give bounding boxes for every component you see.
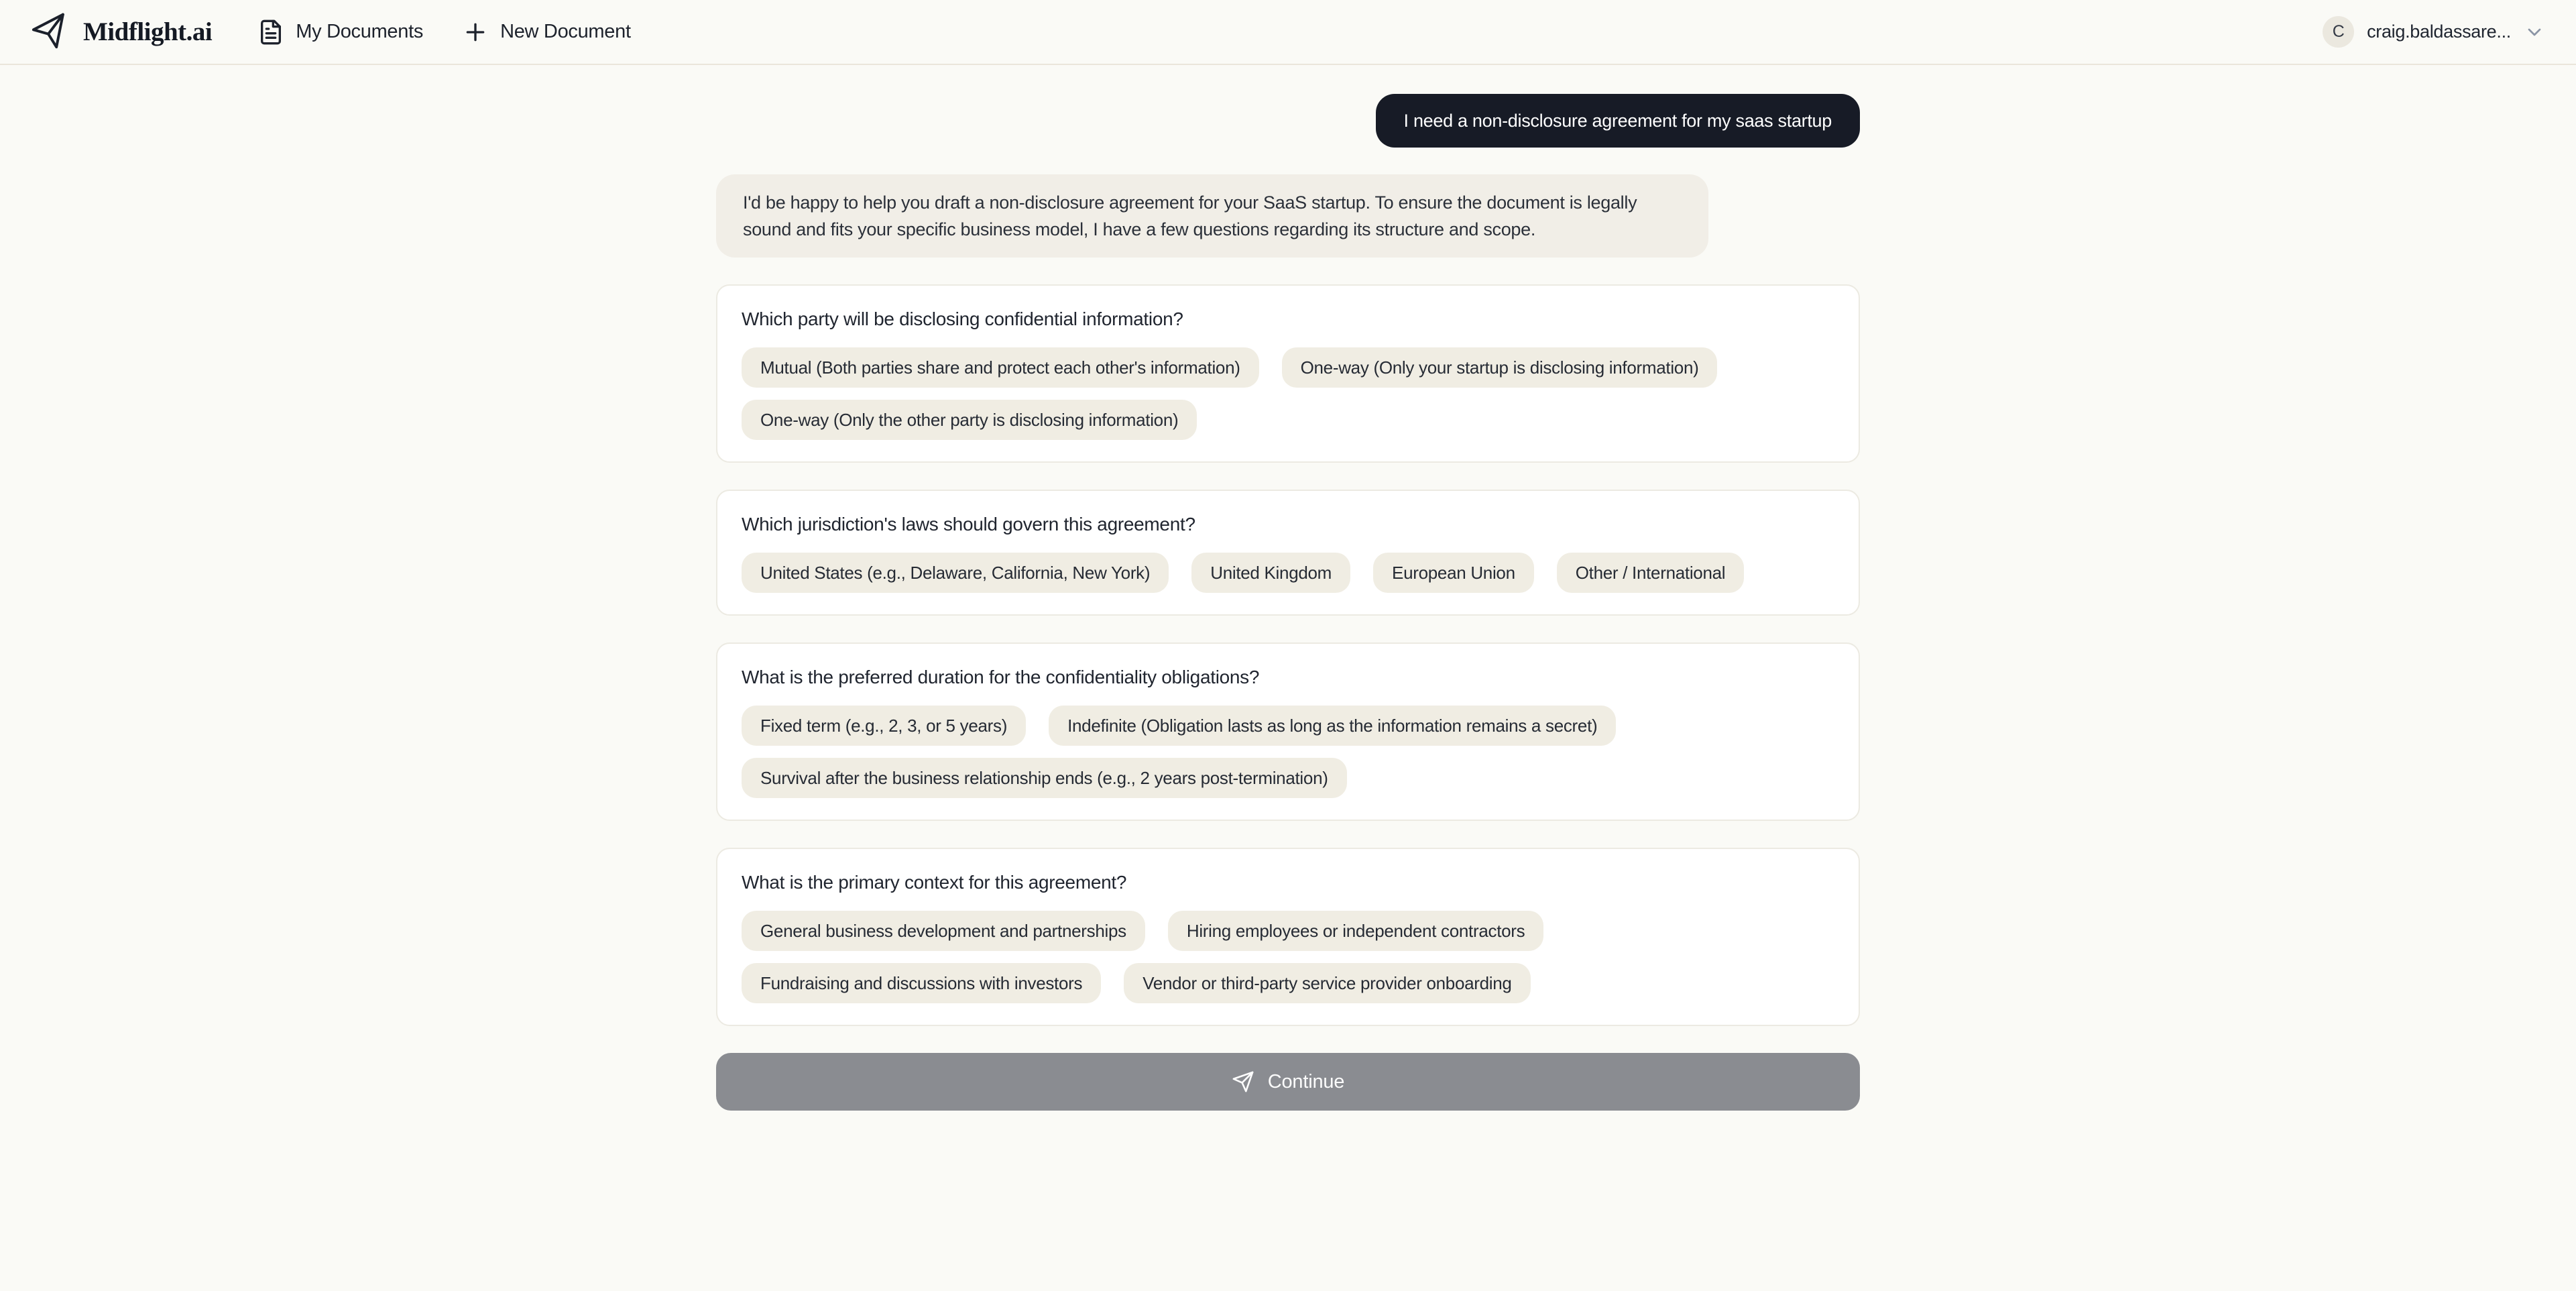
file-text-icon xyxy=(257,19,284,46)
avatar: C xyxy=(2323,16,2354,48)
option-pill[interactable]: Mutual (Both parties share and protect each other's information) xyxy=(742,347,1259,388)
question-text: What is the primary context for this agreement? xyxy=(742,872,1127,893)
option-pill[interactable]: Survival after the business relationship ends (e.g., 2 years post-termination) xyxy=(742,758,1347,798)
primary-nav xyxy=(257,19,630,46)
brand-name: Midflight.ai xyxy=(83,17,213,46)
option-pill[interactable]: United States (e.g., Delaware, California, New York) xyxy=(742,553,1169,593)
send-icon xyxy=(1232,1070,1254,1093)
options-group xyxy=(742,347,1834,440)
paper-plane-logo-icon xyxy=(31,13,68,51)
option-pill[interactable]: Vendor or third-party service provider onboarding xyxy=(1124,963,1530,1003)
question-card-disclosing-party xyxy=(716,284,1860,463)
option-pill[interactable]: One-way (Only the other party is disclosing information) xyxy=(742,400,1197,440)
option-pill[interactable]: United Kingdom xyxy=(1191,553,1350,593)
options-group xyxy=(742,553,1834,593)
question-card-duration xyxy=(716,642,1860,821)
option-pill[interactable]: Hiring employees or independent contractors xyxy=(1168,911,1544,951)
nav-label-my-documents: My Documents xyxy=(296,21,424,42)
question-text: What is the preferred duration for the confidentiality obligations? xyxy=(742,667,1260,687)
top-bar xyxy=(0,0,2576,65)
brand-link[interactable] xyxy=(31,13,212,51)
option-pill[interactable]: European Union xyxy=(1373,553,1534,593)
option-pill[interactable]: Other / International xyxy=(1557,553,1745,593)
question-text: Which party will be disclosing confidential information? xyxy=(742,308,1183,329)
user-name: craig.baldassare... xyxy=(2367,21,2511,42)
options-group xyxy=(742,911,1834,1003)
option-pill[interactable]: Fixed term (e.g., 2, 3, or 5 years) xyxy=(742,706,1026,746)
question-card-jurisdiction xyxy=(716,490,1860,616)
option-pill[interactable]: Indefinite (Obligation lasts as long as the information remains a secret) xyxy=(1049,706,1616,746)
chevron-down-icon xyxy=(2524,21,2545,43)
question-card-context xyxy=(716,848,1860,1026)
user-message-bubble: I need a non-disclosure agreement for my saas startup xyxy=(1376,94,1860,148)
nav-label-new-document: New Document xyxy=(500,21,631,42)
chat-column xyxy=(716,65,1860,1111)
continue-button[interactable] xyxy=(716,1053,1860,1111)
user-menu[interactable] xyxy=(2323,16,2545,48)
option-pill[interactable]: Fundraising and discussions with investors xyxy=(742,963,1101,1003)
plus-icon xyxy=(462,19,489,46)
nav-item-my-documents[interactable] xyxy=(257,19,423,46)
option-pill[interactable]: One-way (Only your startup is disclosing information) xyxy=(1282,347,1718,388)
option-pill[interactable]: General business development and partnerships xyxy=(742,911,1145,951)
nav-item-new-document[interactable] xyxy=(462,19,631,46)
options-group xyxy=(742,706,1834,798)
continue-label: Continue xyxy=(1267,1070,1345,1092)
assistant-message-bubble: I'd be happy to help you draft a non-disclosure agreement for your SaaS startup. To ensure the document is legally sound and fits your specific business model, I have a few questions regarding its structure and scope. xyxy=(716,174,1708,258)
question-text: Which jurisdiction's laws should govern this agreement? xyxy=(742,514,1195,535)
